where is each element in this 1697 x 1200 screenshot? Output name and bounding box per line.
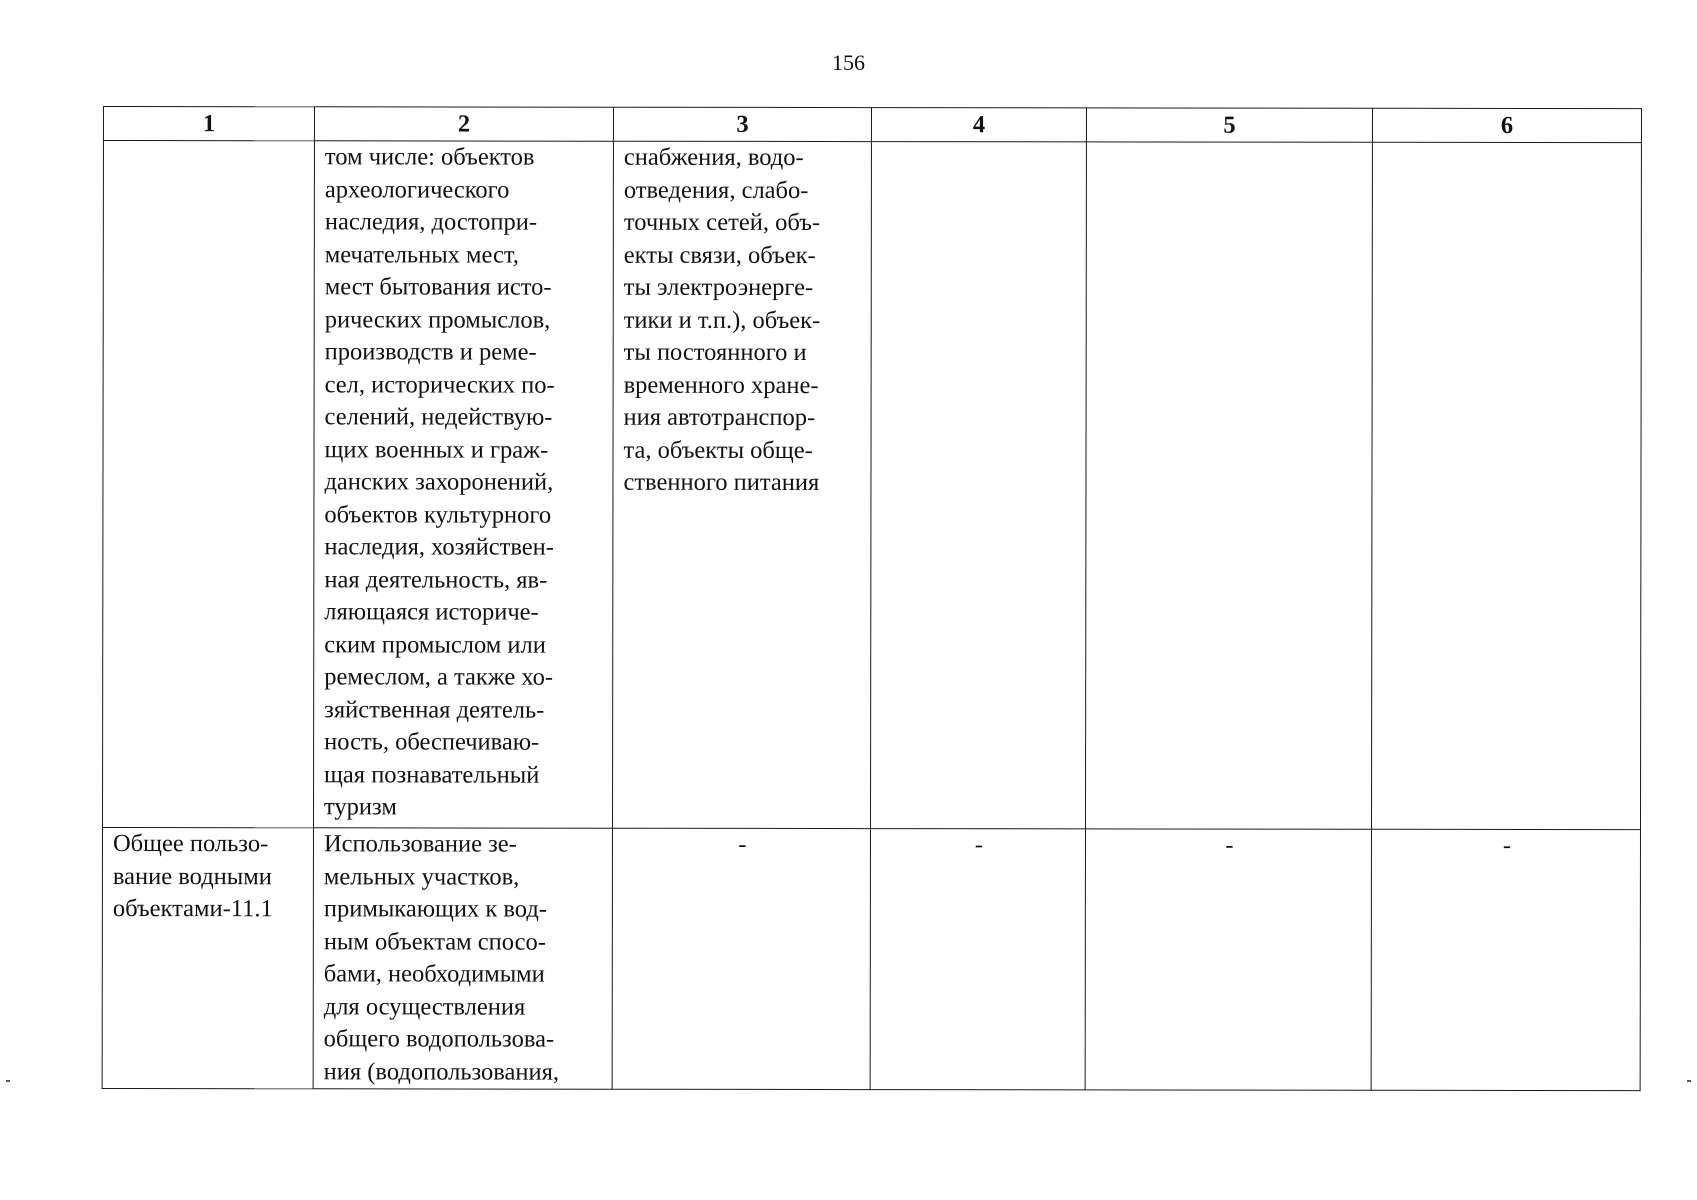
cell-auxiliary-uses xyxy=(612,141,871,828)
text-line: ственного питания xyxy=(623,468,820,497)
cell-description xyxy=(313,141,613,828)
text-line: Общее пользо- xyxy=(112,830,269,858)
text-line: точных сетей, объ- xyxy=(623,208,821,237)
text-line: тики и т.п.), объек- xyxy=(623,306,821,334)
text-line: екты связи, объек- xyxy=(623,241,816,269)
text-line: ты электроэнерге- xyxy=(623,273,814,301)
left-scan-mark xyxy=(6,1080,10,1082)
description-lines xyxy=(324,828,604,1088)
column-header-6: 6 xyxy=(1372,108,1641,142)
land-use-type-lines xyxy=(113,828,305,926)
text-line: ляющаяся историче- xyxy=(324,598,539,626)
text-line: селений, недействую- xyxy=(324,403,553,431)
text-line: ния автотранспор- xyxy=(623,403,816,431)
column-header-4: 4 xyxy=(871,108,1086,142)
table-row-water-use xyxy=(102,828,1640,1091)
cell-dash-col-4: - xyxy=(870,829,1085,1090)
text-line: снабжения, водо- xyxy=(623,143,804,171)
text-line: щая познавательный xyxy=(324,760,540,789)
text-line: примыкающих к вод- xyxy=(323,895,548,923)
cell-dash-col-6: - xyxy=(1371,829,1640,1090)
cell-land-use-type xyxy=(102,141,314,828)
text-line: вание водными xyxy=(112,862,272,890)
text-line: ным объектам спосо- xyxy=(323,927,546,956)
text-line: данских захоронений, xyxy=(324,468,554,496)
column-header-3: 3 xyxy=(613,107,871,141)
text-line: археологического xyxy=(324,175,510,204)
text-line: ремеслом, а также хо- xyxy=(324,663,554,691)
text-line: ность, обеспечиваю- xyxy=(324,728,540,756)
text-line: сел, исторических по- xyxy=(324,370,555,399)
text-line: ским промыслом или xyxy=(324,630,546,659)
table-row-continued xyxy=(102,141,1641,830)
column-header-2: 2 xyxy=(314,107,613,141)
cell-dash-col-3: - xyxy=(612,828,870,1089)
cell-land-use-type xyxy=(102,828,313,1089)
column-header-1: 1 xyxy=(103,107,314,141)
text-line: рических промыслов, xyxy=(324,305,551,334)
text-line: мечательных мест, xyxy=(324,240,519,269)
description-lines xyxy=(324,141,605,824)
text-line: общего водопользова- xyxy=(323,1025,555,1053)
cell-col-6 xyxy=(1371,142,1641,829)
text-line: ния (водопользования, xyxy=(323,1057,560,1086)
cell-description xyxy=(313,828,612,1089)
text-line: бами, необходимыми xyxy=(323,960,545,988)
text-line: Использование зе- xyxy=(323,830,517,858)
cell-col-4 xyxy=(870,142,1086,829)
document-table xyxy=(102,106,1642,1091)
text-line: объектами-11.1 xyxy=(112,895,273,923)
text-line: том числе: объектов xyxy=(324,143,535,171)
text-line: наследия, хозяйствен- xyxy=(324,533,554,561)
text-line: мест бытования исто- xyxy=(324,273,552,301)
text-line: щих военных и граж- xyxy=(324,435,549,464)
text-line: временного хране- xyxy=(623,371,819,399)
text-line: ты постоянного и xyxy=(623,338,807,366)
text-line: производств и реме- xyxy=(324,338,537,366)
text-line: зяйственная деятель- xyxy=(324,695,545,724)
text-line: мельных участков, xyxy=(323,862,520,891)
auxiliary-uses-lines xyxy=(623,142,862,500)
text-line: объектов культурного xyxy=(324,500,552,529)
text-line: отведения, слабо- xyxy=(623,176,809,204)
text-line: та, объекты обще- xyxy=(623,436,813,464)
cell-dash-col-5: - xyxy=(1085,829,1371,1090)
table-header-row xyxy=(103,107,1641,143)
cell-col-5 xyxy=(1085,142,1372,829)
text-line: ная деятельность, яв- xyxy=(324,565,548,594)
right-scan-mark xyxy=(1687,1080,1691,1082)
text-line: наследия, достопри- xyxy=(324,208,538,236)
column-header-5: 5 xyxy=(1086,108,1372,142)
text-line: для осуществления xyxy=(323,992,526,1021)
page-number: 156 xyxy=(832,50,865,75)
text-line: туризм xyxy=(324,793,397,821)
